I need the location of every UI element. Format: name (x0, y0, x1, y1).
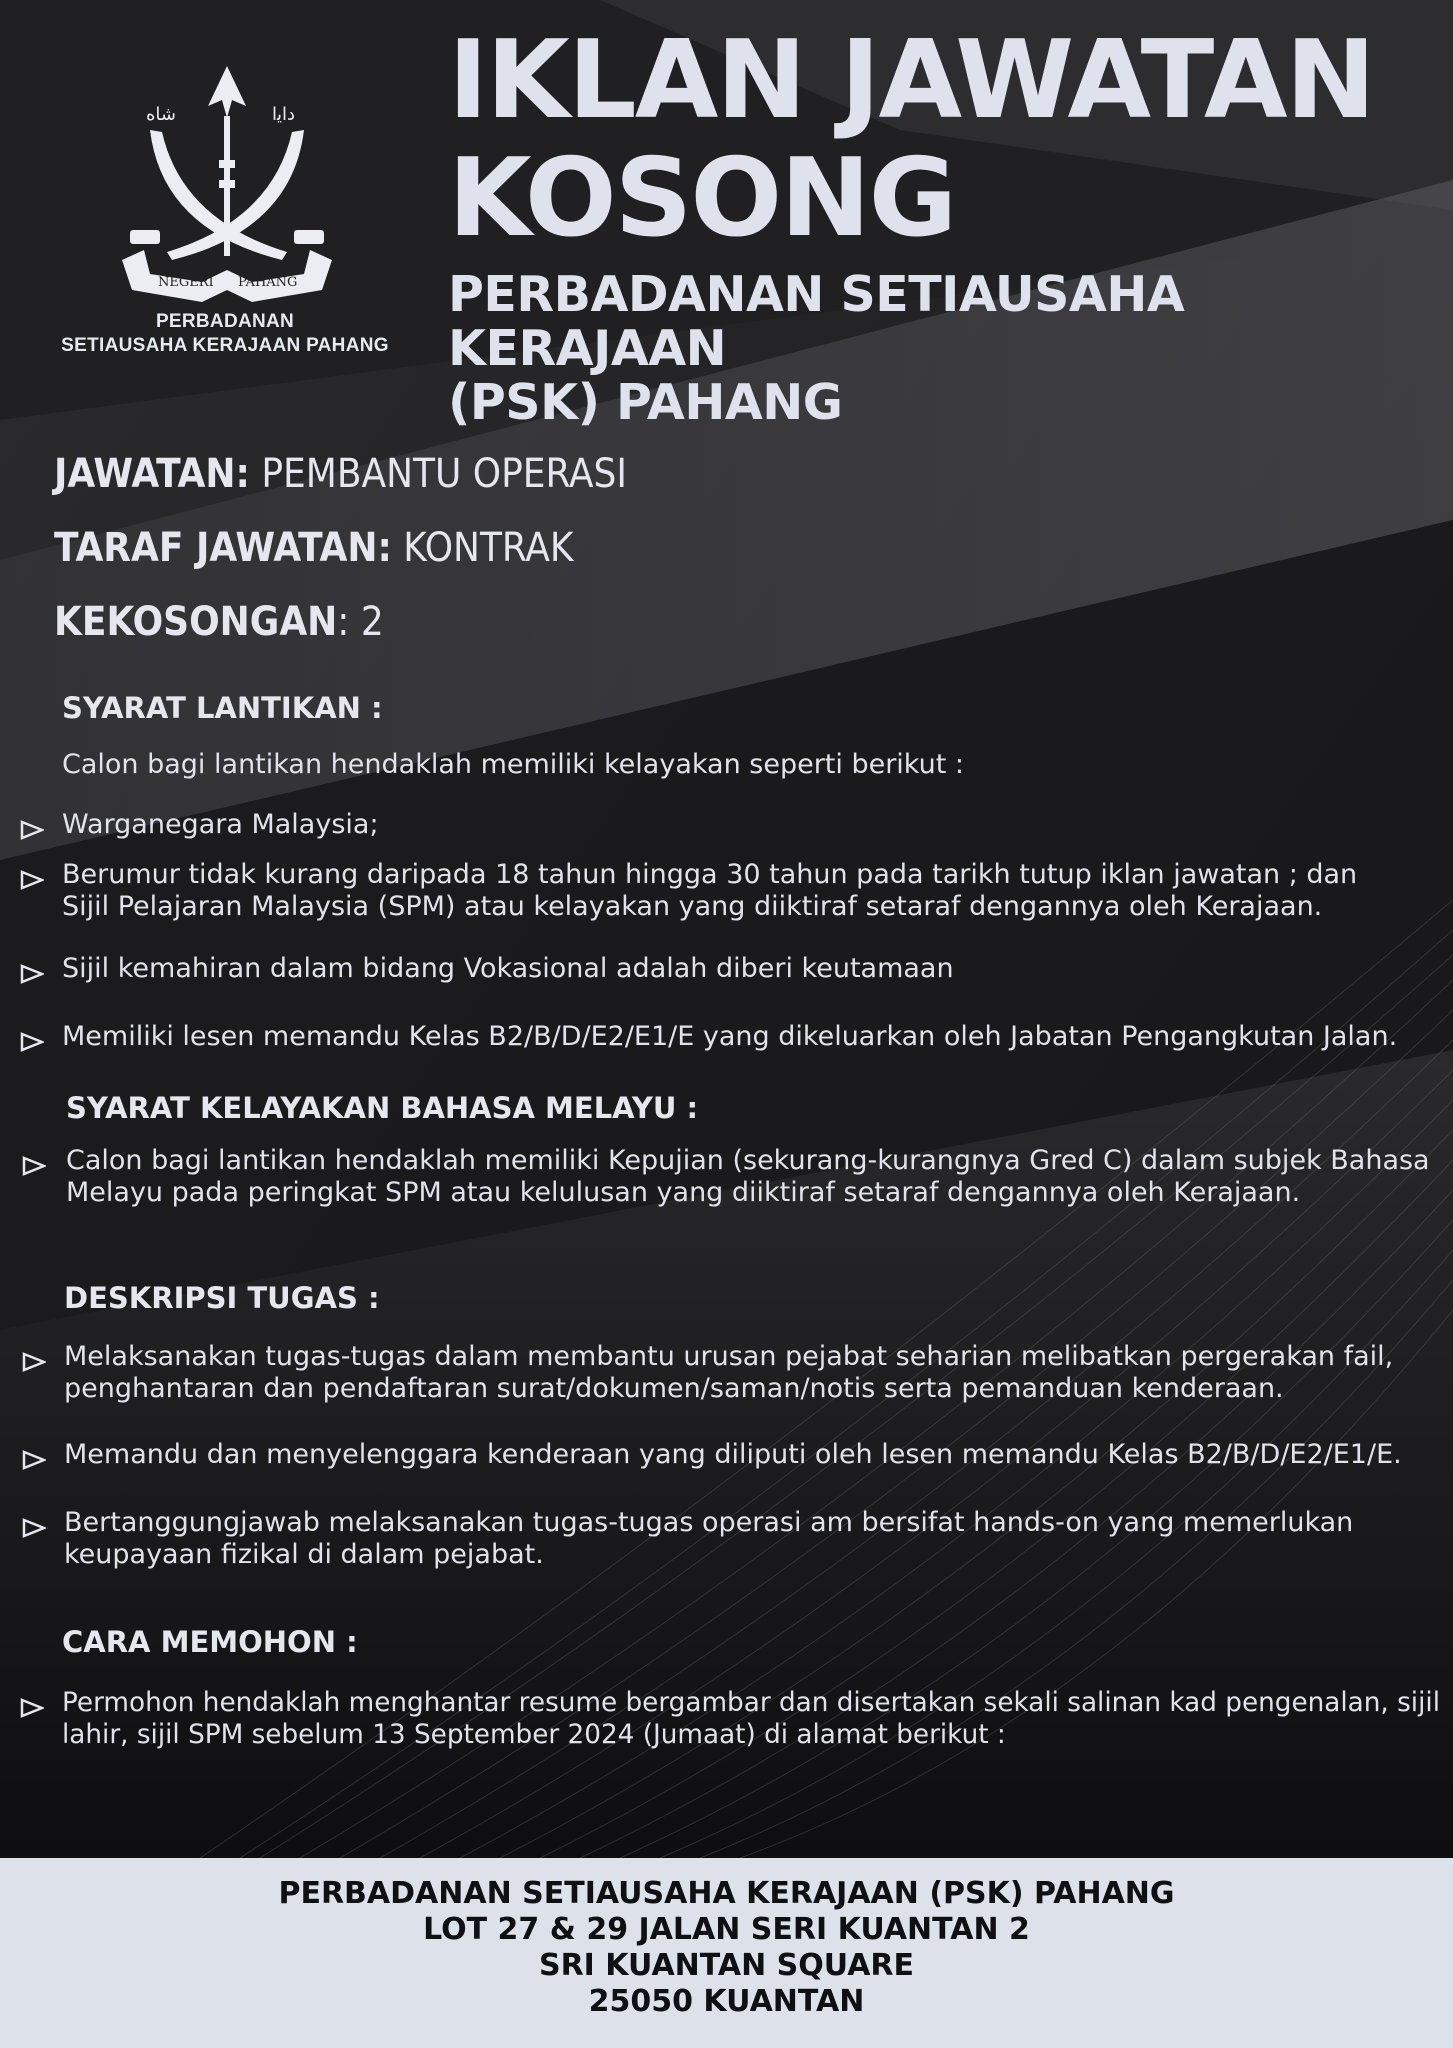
address-block (0, 1876, 1453, 2020)
title-line2: KOSONG (448, 136, 956, 261)
duty-item (64, 1439, 1402, 1471)
page-subtitle (448, 268, 1438, 430)
job-status-value: KONTRAK (391, 525, 574, 571)
requirement-item-line: Berumur tidak kurang daripada 18 tahun hingga 30 tahun pada tarikh tutup iklan jawatan ; dan (62, 859, 1358, 890)
bullet-arrow-icon (20, 1698, 44, 1718)
language-item-line: Melayu pada peringkat SPM atau kelulusan yang diiktiraf setaraf dengannya oleh Kerajaan. (66, 1177, 1301, 1208)
org-label-line1: PERBADANAN (155, 311, 295, 332)
bullet-arrow-icon (22, 1450, 46, 1470)
bullet-arrow-icon (20, 820, 44, 840)
duty-item (64, 1507, 1353, 1571)
requirement-item-line: Sijil Pelajaran Malaysia (SPM) atau kelayakan yang diiktiraf setaraf dengannya oleh Kerajaan. (62, 891, 1323, 922)
language-item (66, 1145, 1430, 1209)
org-label (40, 310, 410, 358)
bullet-arrow-icon (20, 1032, 44, 1052)
duty-item-line: Melaksanakan tugas-tugas dalam membantu urusan pejabat seharian melibatkan pergerakan fail, (64, 1341, 1394, 1372)
requirements-heading: SYARAT LANTIKAN : (62, 691, 383, 725)
job-vacancy-value: : 2 (337, 599, 384, 645)
bullet-arrow-icon (20, 964, 44, 984)
pahang-crest-logo (122, 60, 332, 310)
job-vacancy-label: KEKOSONGAN (54, 599, 338, 645)
language-heading: SYARAT KELAYAKAN BAHASA MELAYU : (66, 1091, 699, 1125)
apply-item (62, 1687, 1453, 1751)
bullet-arrow-icon (20, 870, 44, 890)
logo-ribbon-pahang: PAHANG (238, 275, 298, 290)
duty-item-line: Bertanggungjawab melaksanakan tugas-tugas operasi am bersifat hands-on yang memerlukan (64, 1507, 1354, 1538)
page-title (448, 18, 1438, 261)
address-line4: 25050 KUANTAN (588, 1984, 865, 2019)
requirement-item (62, 809, 379, 841)
requirement-item-line: Memiliki lesen memandu Kelas B2/B/D/E2/E1/E yang dikeluarkan oleh Jabatan Pengangkutan Jalan. (62, 1021, 1398, 1052)
bullet-arrow-icon (22, 1156, 46, 1176)
language-item-line: Calon bagi lantikan hendaklah memiliki Kepujian (sekurang-kurangnya Gred C) dalam subjek Bahasa (66, 1145, 1430, 1176)
requirement-item-line: Sijil kemahiran dalam bidang Vokasional adalah diberi keutamaan (62, 953, 954, 984)
duty-item-line: keupayaan fizikal di dalam pejabat. (64, 1539, 544, 1570)
duty-item-line: Memandu dan menyelenggara kenderaan yang diliputi oleh lesen memandu Kelas B2/B/D/E2/E1/E. (64, 1439, 1402, 1470)
requirement-item (62, 953, 954, 985)
duty-item-line: penghantaran dan pendaftaran surat/dokumen/saman/notis serta pemanduan kenderaan. (64, 1373, 1284, 1404)
logo-jawi-left: ﺷﺎﻩ (146, 104, 176, 125)
subtitle-line2: (PSK) PAHANG (448, 374, 843, 431)
duty-item (64, 1341, 1393, 1405)
requirements-intro: Calon bagi lantikan hendaklah memiliki kelayakan seperti berikut : (62, 749, 964, 780)
address-line3: SRI KUANTAN SQUARE (538, 1948, 915, 1983)
logo-ribbon-negeri: NEGERI (158, 275, 214, 290)
address-line2: LOT 27 & 29 JALAN SERI KUANTAN 2 (423, 1912, 1030, 1947)
org-label-line2: SETIAUSAHA KERAJAAN PAHANG (61, 335, 389, 356)
bullet-arrow-icon (22, 1518, 46, 1538)
address-line1: PERBADANAN SETIAUSAHA KERAJAAN (PSK) PAHANG (278, 1876, 1175, 1911)
logo-jawi-right: ﺩﺍﻳﺍ (272, 104, 296, 125)
apply-heading: CARA MEMOHON : (62, 1625, 358, 1659)
job-position-value: PEMBANTU OPERASI (249, 451, 627, 497)
job-position (54, 450, 627, 498)
job-vacancy (54, 598, 384, 646)
job-position-label: JAWATAN: (54, 451, 250, 497)
subtitle-line1: PERBADANAN SETIAUSAHA KERAJAAN (448, 266, 1185, 377)
job-status-label: TARAF JAWATAN: (54, 525, 392, 571)
title-line1: IKLAN JAWATAN (448, 18, 1374, 143)
job-status (54, 524, 574, 572)
duties-heading: DESKRIPSI TUGAS : (64, 1281, 380, 1315)
apply-item-line: Permohon hendaklah menghantar resume bergambar dan disertakan sekali salinan kad pengenalan, sijil (62, 1687, 1440, 1718)
requirement-item-line: Warganegara Malaysia; (62, 809, 379, 840)
apply-item-line: lahir, sijil SPM sebelum 13 September 2024 (Jumaat) di alamat berikut : (62, 1719, 1006, 1750)
requirement-item (62, 859, 1357, 923)
bullet-arrow-icon (22, 1352, 46, 1372)
requirement-item (62, 1021, 1397, 1053)
